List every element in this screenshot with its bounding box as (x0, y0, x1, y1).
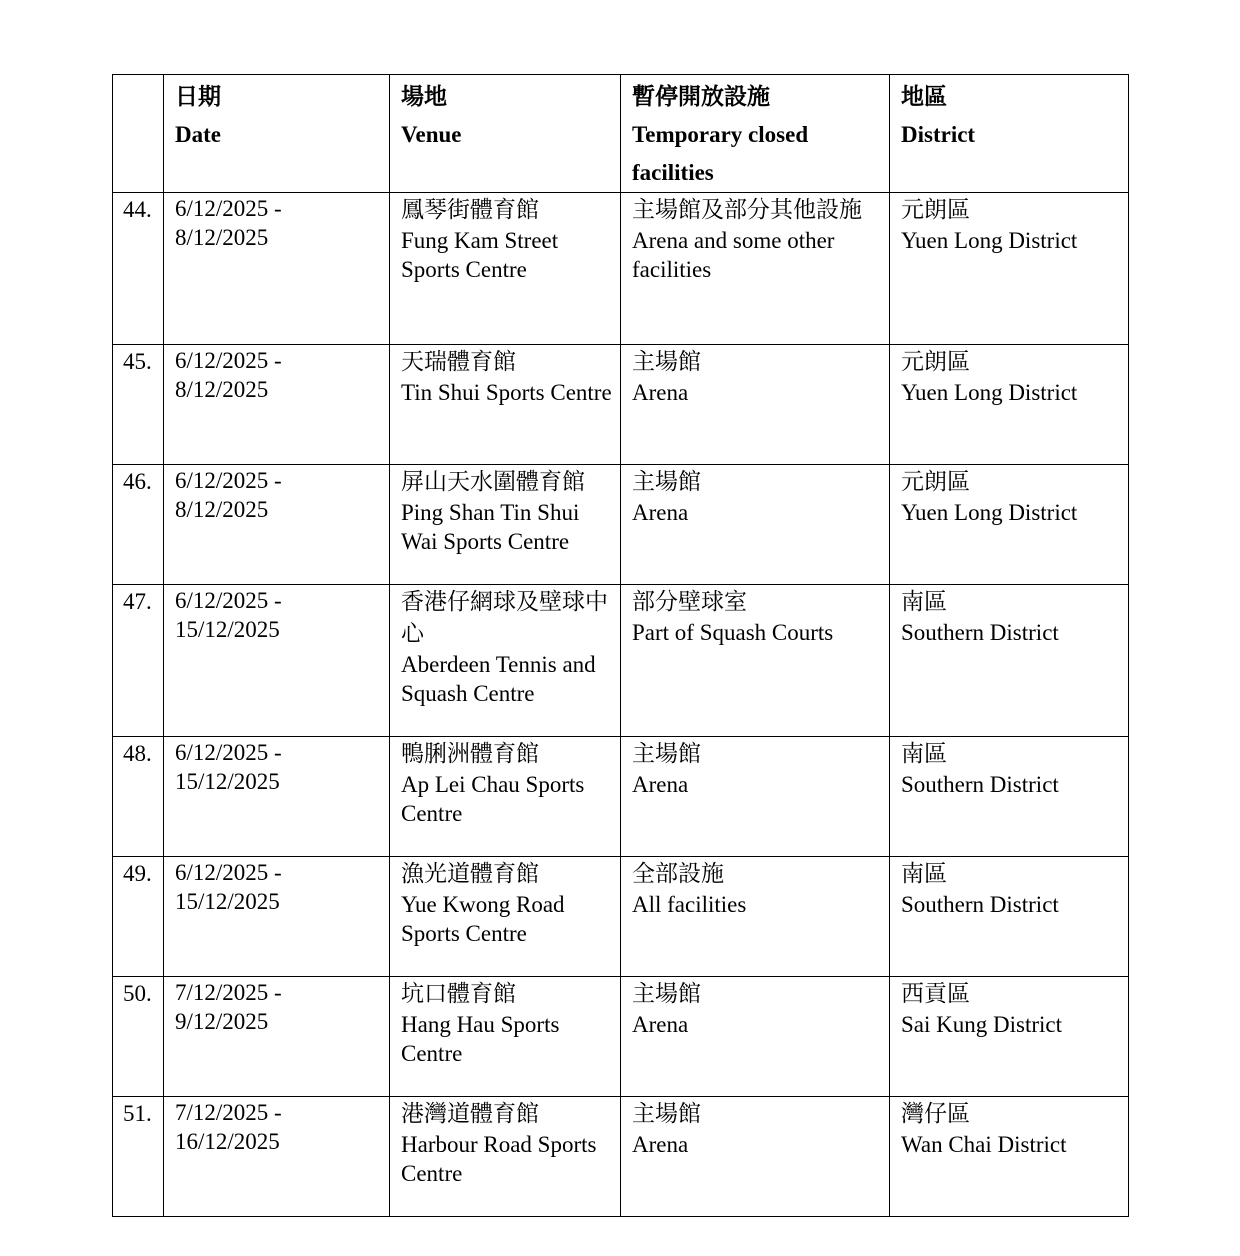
district-cell (890, 737, 1129, 857)
date-end: 8/12/2025 (175, 497, 269, 522)
venue-en: Yue Kwong Road Sports Centre (401, 892, 565, 946)
venue-en: Tin Shui Sports Centre (401, 380, 612, 405)
district-zh: 元朗區 (901, 469, 970, 494)
facilities-cell (621, 465, 890, 585)
date-end: 16/12/2025 (175, 1129, 280, 1154)
date-start: 7/12/2025 - (175, 980, 282, 1005)
date-cell (164, 345, 390, 465)
date-start: 6/12/2025 - (175, 740, 282, 765)
district-zh: 南區 (901, 741, 947, 766)
facilities-en: All facilities (632, 892, 747, 917)
facilities-cell (621, 737, 890, 857)
facilities-en: Arena (632, 500, 689, 525)
date-start: 6/12/2025 - (175, 468, 282, 493)
date-start: 6/12/2025 - (175, 348, 282, 373)
district-en: Southern District (901, 892, 1059, 917)
date-cell (164, 857, 390, 977)
facilities-zh: 主場館 (632, 741, 701, 766)
district-zh: 南區 (901, 589, 947, 614)
date-end: 9/12/2025 (175, 1009, 269, 1034)
row-number: 49. (123, 861, 152, 886)
facilities-en: Part of Squash Courts (632, 620, 834, 645)
facilities-cell (621, 1097, 890, 1217)
row-number-cell (113, 977, 164, 1097)
table-row (113, 465, 1129, 585)
district-en: Yuen Long District (901, 228, 1078, 253)
facilities-en: Arena and some other facilities (632, 228, 835, 282)
district-en: Southern District (901, 772, 1059, 797)
facilities-cell (621, 977, 890, 1097)
venue-en: Aberdeen Tennis and Squash Centre (401, 652, 596, 706)
row-number: 45. (123, 349, 152, 374)
date-cell (164, 737, 390, 857)
date-end: 15/12/2025 (175, 617, 280, 642)
table-header-row (113, 75, 1129, 193)
district-cell (890, 193, 1129, 345)
header-venue-cell (390, 75, 621, 193)
district-zh: 西貢區 (901, 981, 970, 1006)
venue-cell (390, 977, 621, 1097)
district-en: Yuen Long District (901, 500, 1078, 525)
district-cell (890, 977, 1129, 1097)
district-en: Wan Chai District (901, 1132, 1067, 1157)
header-facilities-cell (621, 75, 890, 193)
district-zh: 元朗區 (901, 349, 970, 374)
row-number-cell (113, 1097, 164, 1217)
date-end: 15/12/2025 (175, 889, 280, 914)
header-facilities-en: Temporary closed facilities (632, 122, 809, 185)
venue-zh: 坑口體育館 (401, 981, 516, 1006)
venue-cell (390, 737, 621, 857)
venue-zh: 屏山天水圍體育館 (401, 469, 585, 494)
facilities-zh: 主場館 (632, 981, 701, 1006)
date-end: 8/12/2025 (175, 225, 269, 250)
venue-cell (390, 193, 621, 345)
facilities-zh: 主場館 (632, 1101, 701, 1126)
facilities-en: Arena (632, 1132, 689, 1157)
venue-en: Ap Lei Chau Sports Centre (401, 772, 585, 826)
header-facilities-zh: 暫停開放設施 (632, 84, 770, 109)
closure-table (112, 74, 1129, 1217)
row-number-cell (113, 193, 164, 345)
date-end: 8/12/2025 (175, 377, 269, 402)
date-start: 7/12/2025 - (175, 1100, 282, 1125)
header-date-cell (164, 75, 390, 193)
header-venue-en: Venue (401, 122, 462, 147)
venue-zh: 鳳琴街體育館 (401, 197, 539, 222)
venue-en: Hang Hau Sports Centre (401, 1012, 560, 1066)
facilities-cell (621, 193, 890, 345)
facilities-zh: 主場館 (632, 349, 701, 374)
facilities-zh: 部分壁球室 (632, 589, 747, 614)
row-number-cell (113, 737, 164, 857)
row-number: 44. (123, 197, 152, 222)
facilities-zh: 全部設施 (632, 861, 724, 886)
date-cell (164, 1097, 390, 1217)
district-zh: 元朗區 (901, 197, 970, 222)
facilities-en: Arena (632, 380, 689, 405)
table-row (113, 585, 1129, 737)
table-row (113, 737, 1129, 857)
district-zh: 灣仔區 (901, 1101, 970, 1126)
district-cell (890, 1097, 1129, 1217)
venue-zh: 港灣道體育館 (401, 1101, 539, 1126)
date-start: 6/12/2025 - (175, 196, 282, 221)
district-cell (890, 345, 1129, 465)
venue-cell (390, 857, 621, 977)
district-cell (890, 465, 1129, 585)
facilities-cell (621, 585, 890, 737)
facilities-cell (621, 345, 890, 465)
row-number-cell (113, 465, 164, 585)
facilities-en: Arena (632, 1012, 689, 1037)
header-district-zh: 地區 (901, 84, 947, 109)
row-number: 51. (123, 1101, 152, 1126)
row-number: 50. (123, 981, 152, 1006)
district-en: Yuen Long District (901, 380, 1078, 405)
date-end: 15/12/2025 (175, 769, 280, 794)
date-cell (164, 193, 390, 345)
row-number: 46. (123, 469, 152, 494)
venue-zh: 香港仔網球及壁球中心 (401, 589, 608, 646)
venue-en: Fung Kam Street Sports Centre (401, 228, 559, 282)
district-cell (890, 585, 1129, 737)
header-district-cell (890, 75, 1129, 193)
district-zh: 南區 (901, 861, 947, 886)
facilities-zh: 主場館 (632, 469, 701, 494)
venue-cell (390, 465, 621, 585)
venue-cell (390, 585, 621, 737)
date-cell (164, 977, 390, 1097)
date-start: 6/12/2025 - (175, 588, 282, 613)
venue-zh: 鴨脷洲體育館 (401, 741, 539, 766)
date-start: 6/12/2025 - (175, 860, 282, 885)
facilities-en: Arena (632, 772, 689, 797)
facilities-zh: 主場館及部分其他設施 (632, 197, 862, 222)
date-cell (164, 585, 390, 737)
venue-en: Ping Shan Tin Shui Wai Sports Centre (401, 500, 580, 554)
header-date-en: Date (175, 122, 221, 147)
table-row (113, 1097, 1129, 1217)
district-en: Southern District (901, 620, 1059, 645)
table-row (113, 193, 1129, 345)
date-cell (164, 465, 390, 585)
venue-zh: 漁光道體育館 (401, 861, 539, 886)
row-number: 47. (123, 589, 152, 614)
header-district-en: District (901, 122, 976, 147)
district-en: Sai Kung District (901, 1012, 1062, 1037)
row-number-cell (113, 585, 164, 737)
table-row (113, 977, 1129, 1097)
venue-zh: 天瑞體育館 (401, 349, 516, 374)
header-number-cell (113, 75, 164, 193)
row-number: 48. (123, 741, 152, 766)
row-number-cell (113, 857, 164, 977)
venue-cell (390, 1097, 621, 1217)
row-number-cell (113, 345, 164, 465)
table-row (113, 345, 1129, 465)
header-venue-zh: 場地 (401, 84, 447, 109)
district-cell (890, 857, 1129, 977)
facilities-cell (621, 857, 890, 977)
venue-en: Harbour Road Sports Centre (401, 1132, 597, 1186)
venue-cell (390, 345, 621, 465)
header-date-zh: 日期 (175, 84, 221, 109)
table-row (113, 857, 1129, 977)
